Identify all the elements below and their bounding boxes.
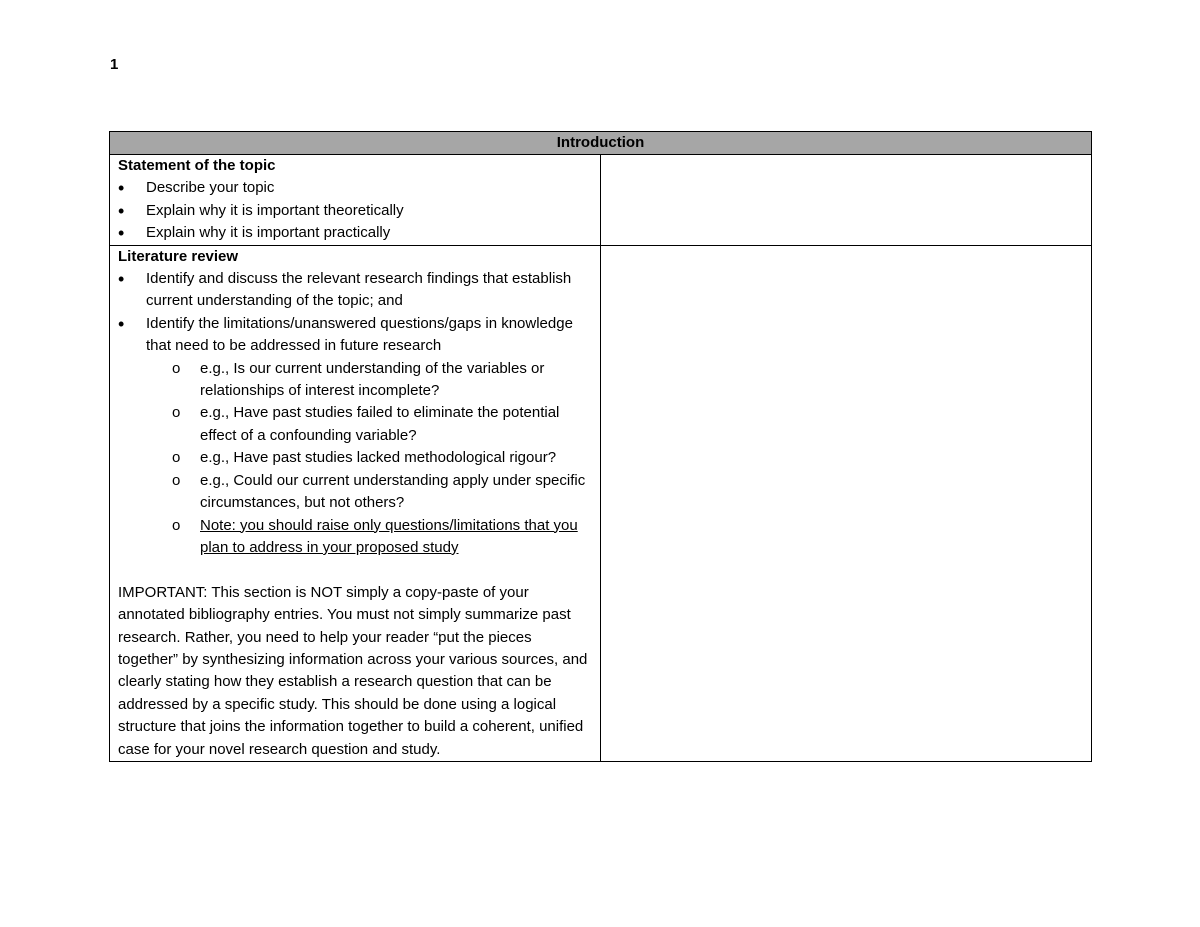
literature-prompt-cell [110,245,601,761]
section-title-literature: Literature review [118,247,239,265]
bullet-item: • Identify the limitations/unanswered questions/gaps in knowledge that need to be addressed in future research [118,313,592,358]
table-row-literature [110,245,1092,761]
statement-prompt-cell [110,155,601,246]
statement-bullet-list [118,177,592,244]
sub-bullet-item: o e.g., Is our current understanding of the variables or relationships of interest incomplete? [172,358,592,403]
table-row-statement [110,155,1092,246]
introduction-table [109,131,1092,762]
bullet-item: • Explain why it is important practically [118,222,592,244]
spacer [118,559,592,581]
page-number: 1 [110,56,119,73]
important-note: IMPORTANT: This section is NOT simply a copy-paste of your annotated bibliography entries. You must not simply summarize past research. Rather, you need to help your reader “put the pieces together” by synthesizing information across your various sources, and clearly stating how they establish a research question that can be addressed by a specific study. This should be done using a logical structure that joins the information together to build a coherent, unified case for your novel research question and study. [118,583,588,758]
literature-bullet-list [118,268,592,358]
sub-bullet-item: o e.g., Have past studies failed to eliminate the potential effect of a confounding variable? [172,402,592,447]
section-title-statement: Statement of the topic [118,157,276,174]
sub-bullet-item: o e.g., Have past studies lacked methodological rigour? [172,447,592,469]
sub-bullet-item-note [172,515,592,560]
table-header: Introduction [110,132,1092,155]
literature-sub-bullet-list [118,358,592,560]
literature-response-cell[interactable] [601,245,1092,761]
sub-bullet-item: o e.g., Could our current understanding apply under specific circumstances, but not others? [172,470,592,515]
bullet-item: • Describe your topic [118,177,592,199]
table-header-row [110,132,1092,155]
bullet-item: • Identify and discuss the relevant research findings that establish current understanding of the topic; and [118,268,592,313]
bullet-item: • Explain why it is important theoretically [118,200,592,222]
note-text: Note: you should raise only questions/limitations that you plan to address in your proposed study [200,516,578,556]
statement-response-cell[interactable] [601,155,1092,246]
